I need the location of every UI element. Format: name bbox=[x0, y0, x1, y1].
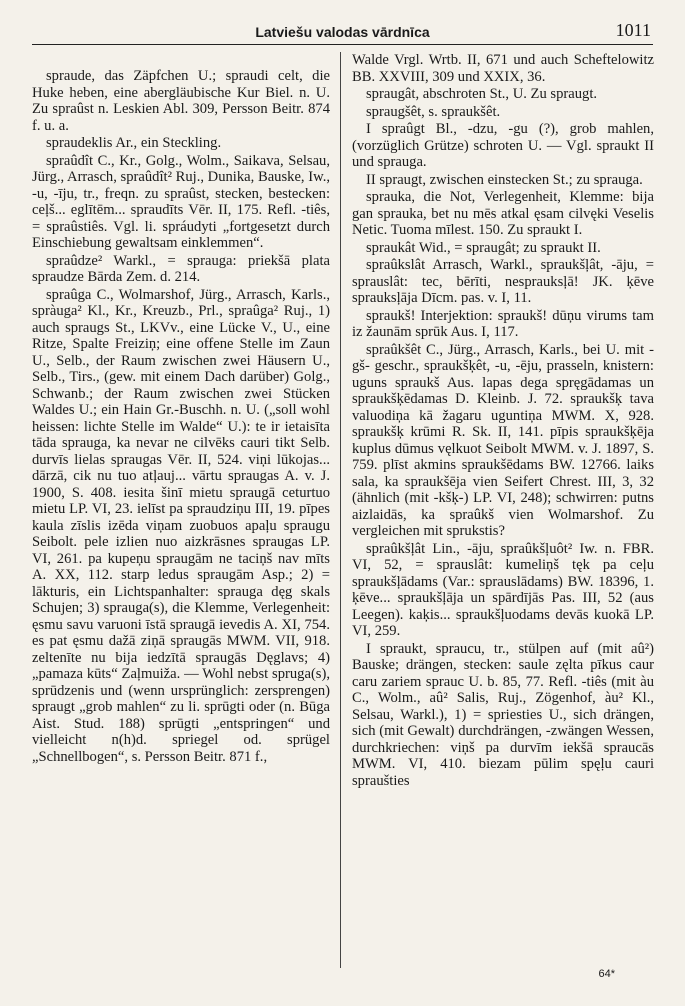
printer-signature: 64* bbox=[598, 968, 615, 980]
entry-spraukat: spraukât Wid., = spraugât; zu spraukt II. bbox=[366, 239, 601, 256]
entry-spraugt-2: II spraugt, zwischen einstecken St.; zu sprauga. bbox=[366, 171, 643, 188]
entry-spraudze: spraûdze² Warkl., = sprauga: priekšā plata spraudze Bārda Zem. d. 214. bbox=[32, 252, 330, 285]
page-title: Latviešu valodas vārdnīca bbox=[255, 24, 430, 40]
entry-spraugset: spraugšêt, s. spraukšêt. bbox=[366, 103, 501, 120]
entry-spraukslat: spraûkslât Arrasch, Warkl., spraukšļât, -āju, = sprauslât: tec, bērīti, nesprauksļā! JK. ķēve sprauksļāja Dīcm. pas. v. I, 11. bbox=[352, 257, 654, 306]
entry-spraukset: spraûkšêt C., Jürg., Arrasch, Karls., bei U. mit -gš- geschr., spraukšķêt, -u, -ēju, prasseln, knistern: uguns spraukš Aus. lapas dega spręgādamas un spraukšķēdamas D. Kleinb. J. 72. spraukšķ tava valuodiņa kā žagaru uguntiņa MWM. X, 928. spraukšķ krūmi R. Sk. II, 141. pīpis spraukšķēja kuplus dūmus vęlkuot Seibolt MWM. v. J. 1897, S. 759. plīst akmins spraukšēdams BW. 12766. laiks sala, ka spraukšēja vien Seifert Chrest. III, 3, 32 (ähnlich (mit -kšķ-) LP. VI, 248); schwirren: putns aizlaidās, ka spraûkš vien Wolmarshof. Zu vergleichen mit sprukstis? bbox=[352, 341, 654, 539]
entry-spraudeklis: spraudeklis Ar., ein Steckling. bbox=[46, 135, 222, 151]
column-divider bbox=[340, 52, 341, 968]
entry-sprauka: sprauka, die Not, Verlegenheit, Klemme: bija gan sprauka, bet nu mēs atkal ęsam cilvęki Veselis Netic. Tuoma mīlest. 150. Zu spraukt I. bbox=[352, 189, 654, 238]
entry-spraugt-1: I spraûgt Bl., -dzu, -gu (?), grob mahlen, (vorzüglich Grütze) schroten U. — Vgl. spraukt II und sprauga. bbox=[352, 121, 654, 170]
entry-spraugat: spraugât, abschroten St., U. Zu spraugt. bbox=[366, 86, 598, 102]
entry-sprauksljat: spraûkšļât Lin., -āju, spraûkšļuôt² Iw. n. FBR. VI, 52, = sprauslât: kumeliņš tęk pa ceļu spraukšļādams (Var.: sprauslādams) BW. 18396, 1. ķēve... spraukšļāja un spārdījās Pas. III, 52 (aus Leegen). kaķis... spraukšļuodams devās kuokā LP. VI, 259. bbox=[352, 540, 654, 639]
entry-spraudit: spraûdît C., Kr., Golg., Wolm., Saikava, Selsau, Jürg., Arrasch, spraûdît² Ruj., Dunika, Bauske, Iw., -u, -īju, tr., freqn. zu spraûst, stecken, bestecken: ceļš... eglītēm... spraudīts Vēr. II, 175. Refl. -tiês, = spraûstiês. Vgl. li. spráudyti „fortgesetzt durch Einschiebung gewaltsam einklemmen“. bbox=[32, 152, 330, 251]
page-number: 1011 bbox=[615, 20, 651, 40]
page-header bbox=[32, 20, 653, 45]
right-column bbox=[352, 52, 654, 790]
left-column bbox=[32, 52, 330, 766]
entry-spraukt-1: I spraukt, spraucu, tr., stülpen auf (mit aû²) Bauske; drängen, stecken: saule zęlta pīkus caur caru zariem sprauc U. b. 85, 77. Refl. -tiês (mit àu C., Wolm., aû² Salis, Ruj., Zögenhof, àu² Kl., Selsau, Warkl.), 1) = spriesties U., sich drängen, sich (mit Gewalt) durchdrängen, -zwängen Wessen, durchkriechen: viņš pa durvīm iekšā spraucās MWM. VI, 410. biezam pūlim spęḷu cauri spraušties bbox=[352, 640, 654, 789]
entry-sprauks-interj: spraukš! Interjektion: spraukš! dūņu virums tam iz žaunām sprūk Aus. I, 117. bbox=[352, 307, 654, 340]
entry-continuation: Walde Vrgl. Wrtb. II, 671 und auch Scheftelowitz BB. XXVIII, 309 und XXIX, 36. bbox=[352, 52, 654, 85]
entry-spraude: spraude, das Zäpfchen U.; spraudi celt, die Huke heben, eine abergläubische Kur Biel. n. U. Zu spraûst n. Leskien Abl. 309, Persson Beitr. 874 f. u. a. bbox=[32, 68, 330, 134]
entry-sprauga: spraûga C., Wolmarshof, Jürg., Arrasch, Karls., spràuga² Kl., Kr., Kreuzb., Prl., spraûga² Ruj., 1) auch spraugs St., LKVv., eine Lücke V., U., eine Ritze, Spalte Freiziņ; eine offene Stelle im Zaun U., Selb., der Raum zwischen zwei Häusern U., Selb., Tirs., (gew. mit einem Dach darüber) Golg., Schwanb.; der Raum zwischen zwei Stücken Waldes U.; ein Hain Gr.-Buschh. n. U. („soll wohl heissen: lichte Stelle im Walde“ U.): te ir ietaisīta tāda sprauga, ka nevar ne cilvēks cauri tikt Selb. durvīs lielas spraugas Vēr. II, 524. viņi lūkojas... dārzā, cik nu tuo atļauj... vārtu spraugas A. v. J. 1900, S. 408. iesita šinī mietu spraugā ceturtuo mietu LP. VI, 23. ielīst pa spraudziņu III, 19. pīpes kaula zīslis izēda viņam zuobuos apaļu spraugu Seibolt. pele izlien nuo aizkrāsnes spraugas LP. VI, 261. pa kupeņu spraugām ne taciņš nav mīts A. XX, 112. starp ledus spraugām Asp.; 2) = lākturis, ein Lichtspanhalter: sprauga dęg skals Schujen; 3) sprauga(s), die Klemme, Verlegenheit: ęsmu savu varuoni īstā spraugā ievedis A. XI, 754. es pat ęsmu dažā ziņā spraugās MWM. VII, 918. zeltenīte nu bija iedzītā spraugās Dęglavs; 4) „pamaza kūts“ Zaļmuiža. — Wohl nebst spruga(s), sprūdzenis und (wenn ursprünglich: zersprengen) spraugt „grob mahlen“ zu li. sprūgti oder (n. Būga Aist. Stud. 188) sprūgti „entspringen“ und vielleicht n(h)d. spriegel od. sprügel „Schnellbogen“, s. Persson Beitr. 871 f., bbox=[32, 286, 330, 765]
